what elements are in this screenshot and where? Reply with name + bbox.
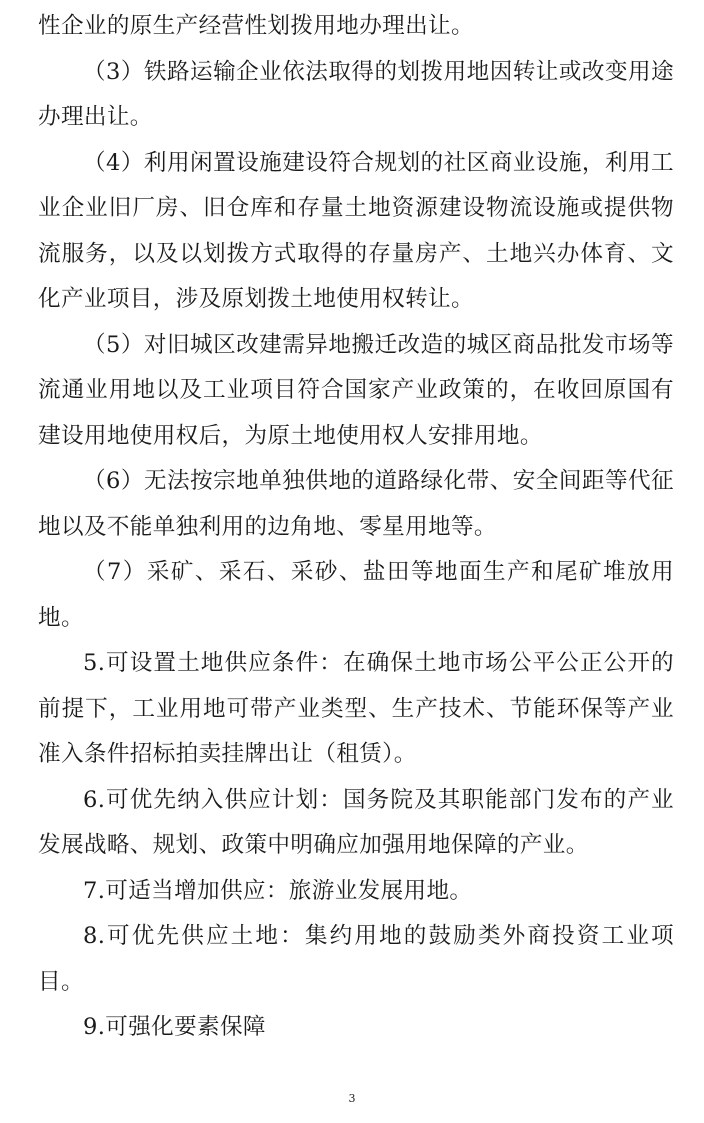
paragraph-section-6: 6.可优先纳入供应计划：国务院及其职能部门发布的产业发展战略、规划、政策中明确应加强用地保障的产业。 [38,786,674,858]
paragraph-section-7: 7.可适当增加供应：旅游业发展用地。 [83,877,473,904]
paragraph-section-8: 8.可优先供应土地：集约用地的鼓励类外商投资工业项目。 [38,923,674,995]
paragraph-section-5: 5.可设置土地供应条件：在确保土地市场公平公正公开的前提下，工业用地可带产业类型、生产技术、节能环保等产业准入条件招标拍卖挂牌出让（租赁）。 [38,650,674,767]
paragraph-continuation: 性企业的原生产经营性划拨用地办理出让。 [38,13,474,39]
paragraph-item-7: （7）采矿、采石、采砂、盐田等地面生产和尾矿堆放用地。 [38,559,674,631]
paragraph-section-9: 9.可强化要素保障 [83,1014,266,1040]
paragraph-item-4: （4）利用闲置设施建设符合规划的社区商业设施，利用工业企业旧厂房、旧仓库和存量土地资源建设物流设施或提供物流服务，以及以划拨方式取得的存量房产、土地兴办体育、文化产业项目，涉及原划拨土地使用权转让。 [38,149,674,312]
paragraph-item-6: （6）无法按宗地单独供地的道路绿化带、安全间距等代征地以及不能单独利用的边角地、零星用地等。 [38,468,674,540]
document-body [38,4,674,1051]
page-number: 3 [348,1092,356,1105]
paragraph-item-3: （3）铁路运输企业依法取得的划拨用地因转让或改变用途办理出让。 [38,58,674,130]
paragraph-item-5: （5）对旧城区改建需异地搬迁改造的城区商品批发市场等流通业用地以及工业项目符合国家产业政策的，在收回原国有建设用地使用权后，为原土地使用权人安排用地。 [38,331,674,449]
